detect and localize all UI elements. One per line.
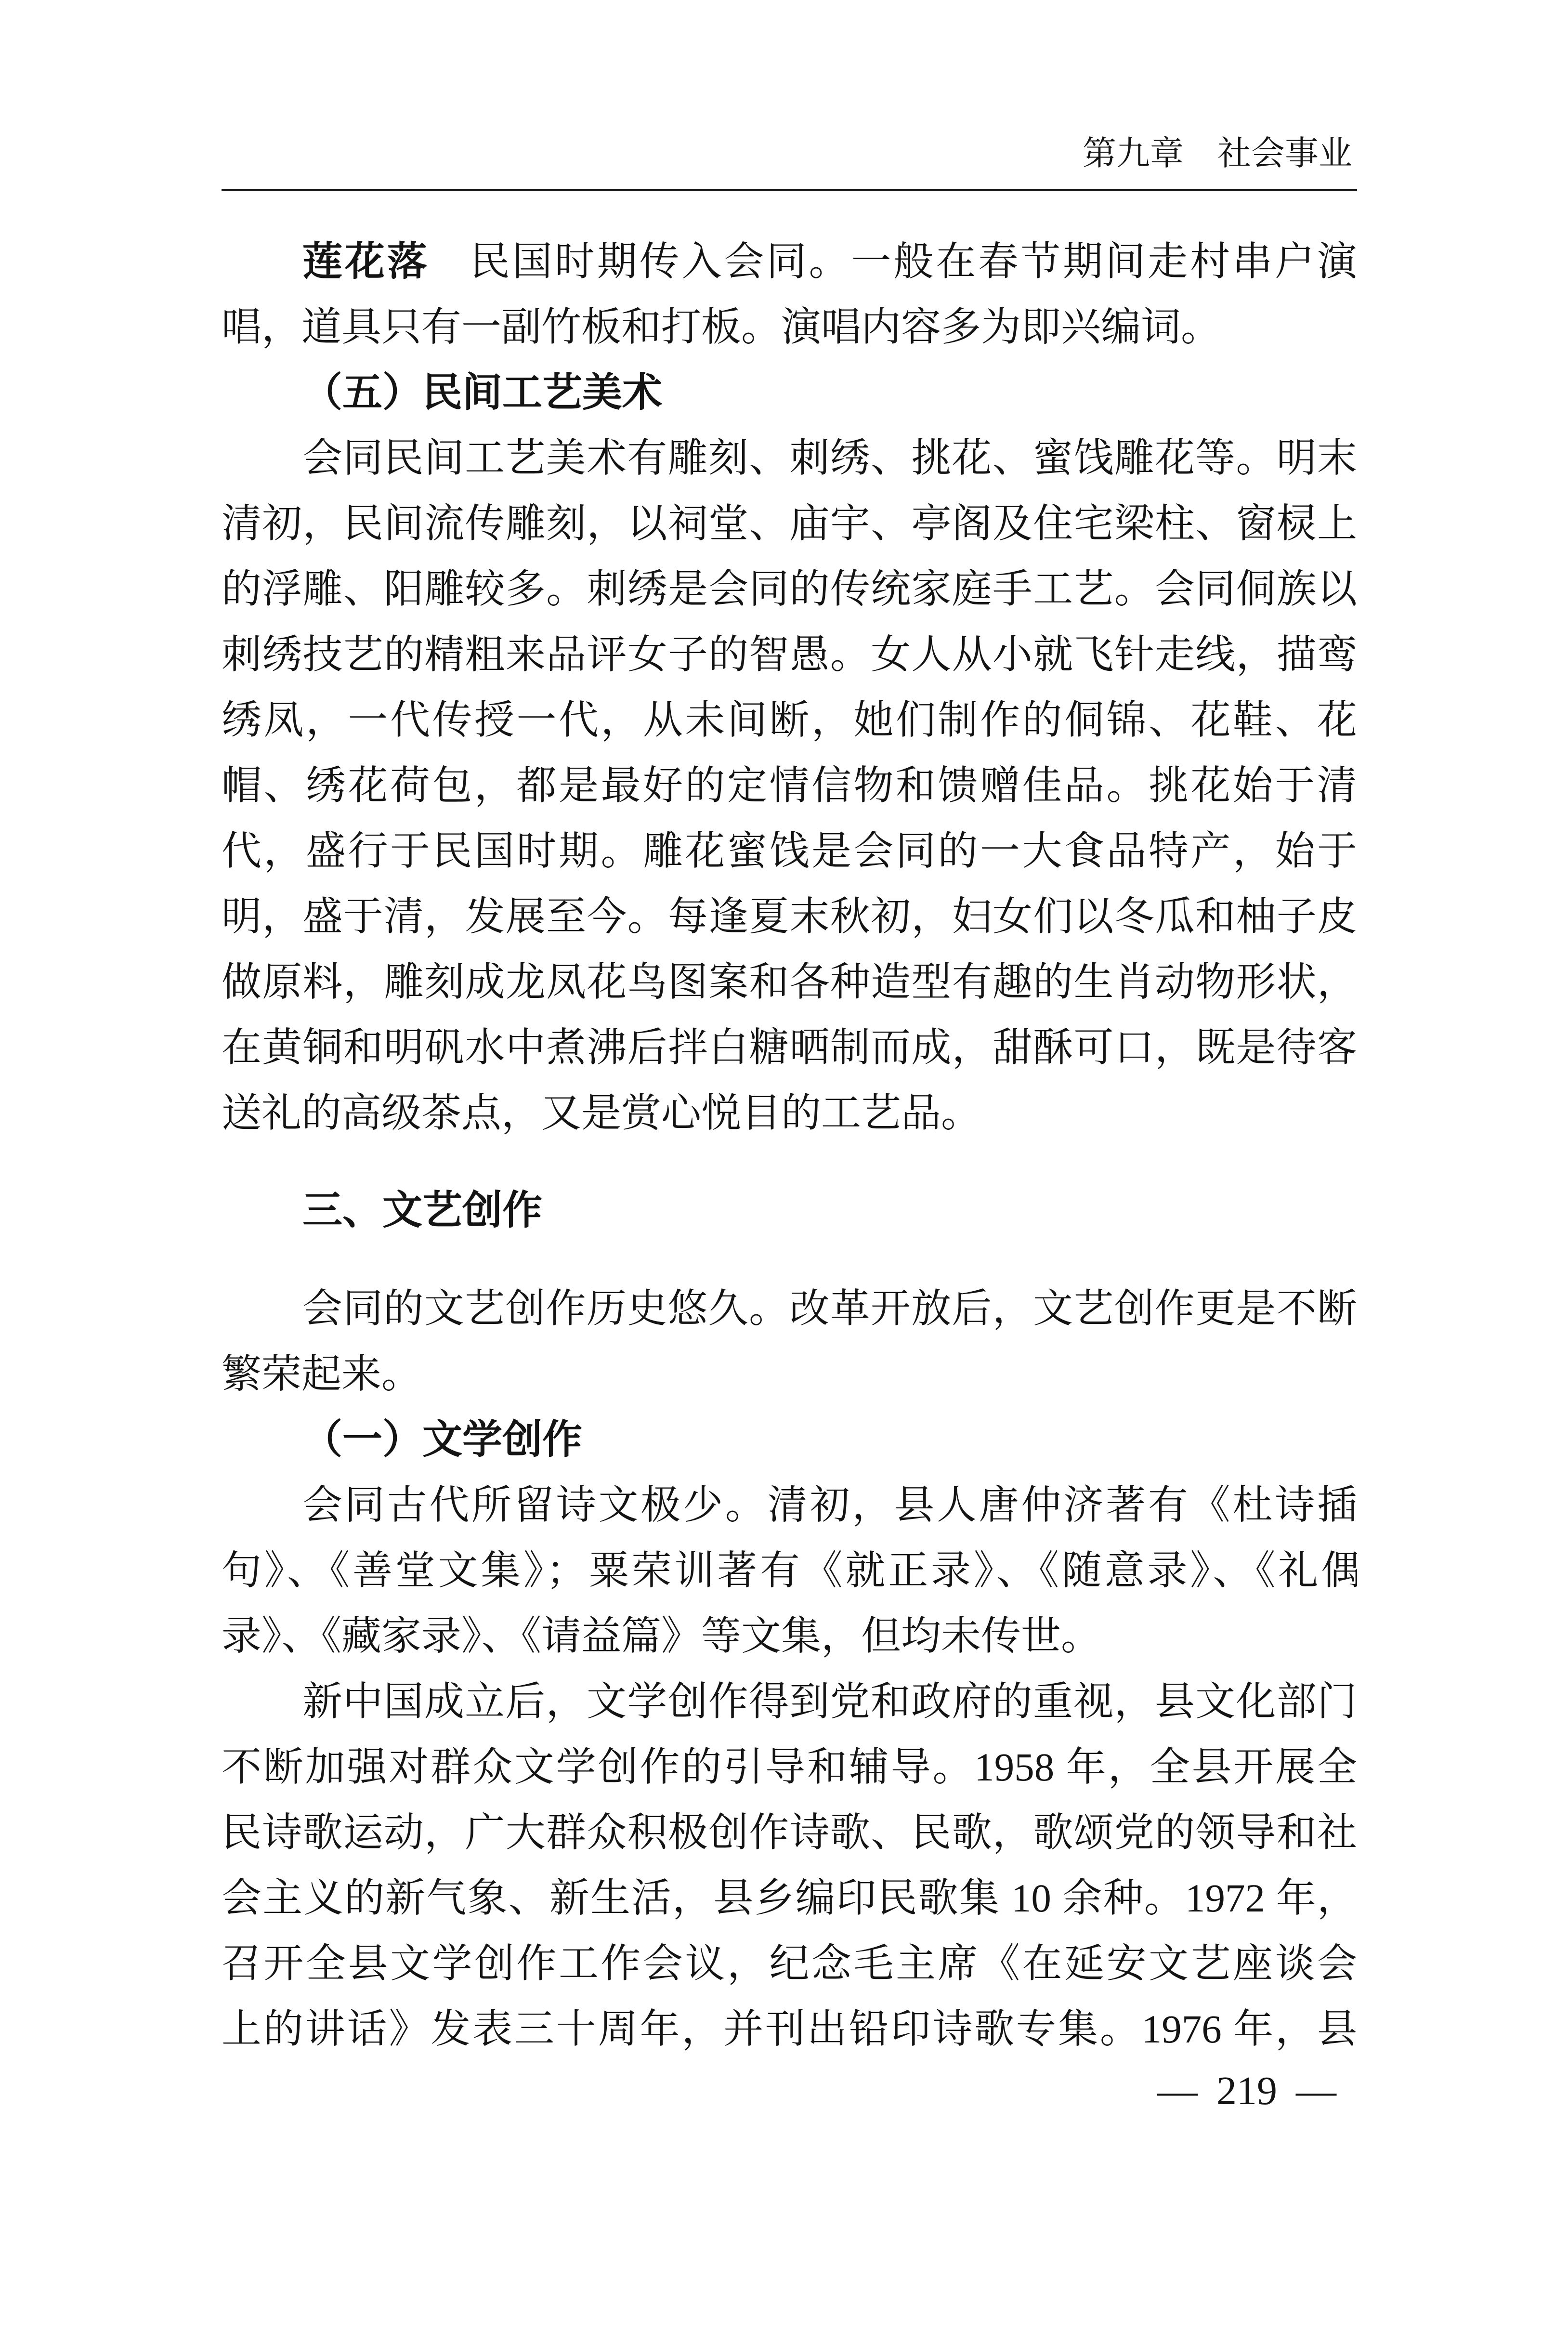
text-line: 送礼的高级茶点，又是赏心悦目的工艺品。 [222,1091,981,1135]
term-lianhualuo: 莲花落 [302,239,430,284]
text-line: 清初，民间流传雕刻，以祠堂、庙宇、亭阁及住宅梁柱、窗棂上 [222,501,1357,546]
text-line: 做原料，雕刻成龙凤花鸟图案和各种造型有趣的生肖动物形状， [222,960,1357,1004]
text-line: 会同民间工艺美术有雕刻、刺绣、挑花、蜜饯雕花等。明末 [302,436,1357,480]
text-line: 不断加强对群众文学创作的引导和辅导。1958 年，全县开展全 [222,1745,1357,1789]
text-line: 帽、绣花荷包，都是最好的定情信物和馈赠佳品。挑花始于清 [222,763,1357,808]
text-line: 明，盛于清，发展至今。每逢夏末秋初，妇女们以冬瓜和柚子皮 [222,894,1357,939]
text-line: 刺绣技艺的精粗来品评女子的智愚。女人从小就飞针走线，描鸾 [222,632,1357,677]
text-line: 会主义的新气象、新生活，县乡编印民歌集 10 余种。1972 年， [222,1876,1357,1920]
text-line: 录》、《藏家录》、《请益篇》等文集，但均未传世。 [222,1614,1101,1658]
subsection-heading-folk-arts: （五）民间工艺美术 [302,370,662,415]
text-line: 繁荣起来。 [222,1352,421,1396]
text-line: 会同的文艺创作历史悠久。改革开放后，文艺创作更是不断 [302,1286,1357,1331]
text-line: 新中国成立后，文学创作得到党和政府的重视，县文化部门 [302,1679,1357,1724]
chapter-title: 社会事业 [1217,135,1352,172]
page-body [222,229,1357,2062]
text-line: 句》、《善堂文集》；粟荣训著有《就正录》、《随意录》、《礼偶 [222,1548,1357,1593]
page-number: — 219 — [1157,2068,1336,2113]
text-run: 民国时期传入会同。一般在春节期间走村串户演 [470,239,1357,284]
text-line: 民诗歌运动，广大群众积极创作诗歌、民歌，歌颂党的领导和社 [222,1810,1357,1855]
text-line: 在黄铜和明矾水中煮沸后拌白糖晒制而成，甜酥可口，既是待客 [222,1025,1357,1070]
section-heading-literary-creation: 三、文艺创作 [302,1188,542,1232]
header-rule [222,189,1357,191]
subsection-heading-literature: （一）文学创作 [302,1417,582,1462]
text-line [222,229,1357,294]
text-line: 的浮雕、阳雕较多。刺绣是会同的传统家庭手工艺。会同侗族以 [222,567,1357,611]
running-head [1083,137,1352,171]
chapter-label: 第九章 [1083,135,1184,172]
text-line: 上的讲话》发表三十周年，并刊出铅印诗歌专集。1976 年，县 [222,2007,1357,2051]
text-line: 代，盛行于民国时期。雕花蜜饯是会同的一大食品特产，始于 [222,829,1357,873]
text-line: 绣凤，一代传授一代，从未间断，她们制作的侗锦、花鞋、花 [222,698,1357,742]
text-line: 会同古代所留诗文极少。清初，县人唐仲济著有《杜诗插 [302,1483,1357,1527]
text-line: 召开全县文学创作工作会议，纪念毛主席《在延安文艺座谈会 [222,1941,1357,1986]
text-line: 唱，道具只有一副竹板和打板。演唱内容多为即兴编词。 [222,305,1221,349]
